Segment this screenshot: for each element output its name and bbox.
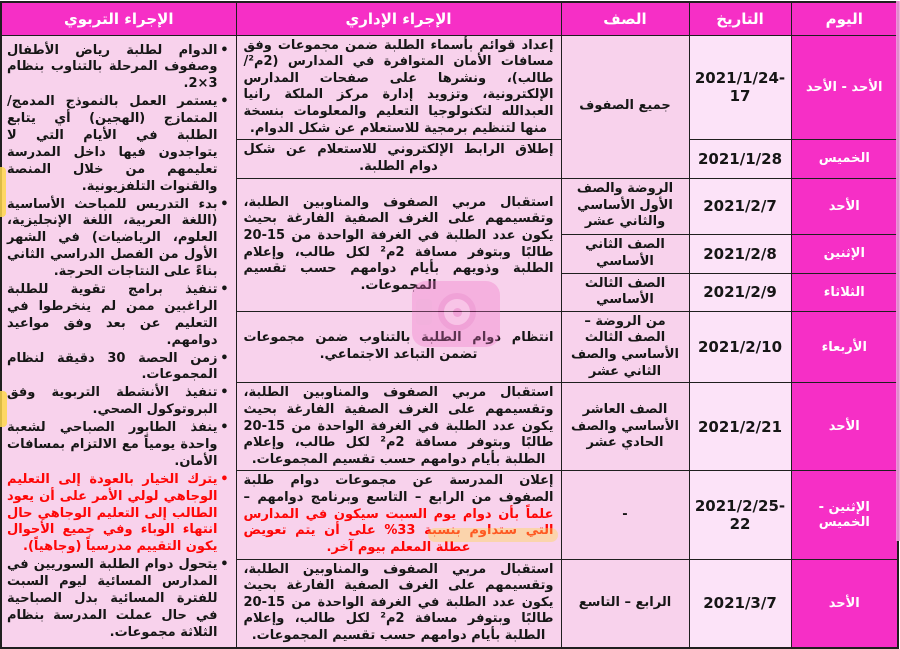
edu-bullet: • الدوام لطلبة رياض الأطفال وصفوف المرحلة بالتناوب بنظام 3×2. [7,43,218,94]
date-cell: 2021/3/7 [689,559,791,648]
admin-text-highlighted: علماً بأن دوام يوم السبت سيكون في المدارس التي ستداوم بنسبة 33% على أن يتم تعويض عطلة المعلم بيوم آخر. [243,506,554,555]
class-cell: الصف العاشر الأساسي والصف الحادي عشر [561,383,689,471]
edu-bullet-highlighted: • يترك الخيار بالعودة إلى التعليم الوجاهي لولي الأمر على أن يعود الطالب إلى التعليم الوجاهي حال انتهاء الوباء وفي جميع الأحوال يكون التقييم مدرسياً (وجاهياً). [7,472,218,556]
table-row [1,35,898,140]
admin-procedure-cell: استقبال مربي الصفوف والمناوبين الطلبة، وتقسيمهم على الغرف الصفية الفارغة بحيث يكون عدد الطلبة في الغرفة الواحدة من 15-20 طالبًا وبتوفر مسافة 2م² لكل طالب، وإعلام الطلبة بأيام دوامهم حسب تقسيم المجموعات. [236,383,561,471]
schedule-document [0,1,900,644]
admin-procedure-cell: انتظام دوام الطلبة بالتناوب ضمن مجموعات تضمن التباعد الاجتماعي. [236,311,561,383]
class-cell: الصف الثالث الأساسي [561,273,689,311]
header-edu-procedure: الإجراء التربوي [1,2,236,35]
header-date: التاريخ [689,2,791,35]
class-cell: جميع الصفوف [561,35,689,178]
header-row [1,2,898,35]
admin-procedure-cell: استقبال مربي الصفوف والمناوبين الطلبة، وتقسيمهم على الغرف الصفية الفارغة بحيث يكون عدد الطلبة في الغرفة الواحدة من 15-20 طالبًا وبتوفر مسافة 2م² لكل طالب، وإعلام الطلبة بأيام دوامهم حسب تقسيم المجموعات. [236,559,561,648]
bottom-watermark [428,528,558,542]
day-cell: الأربعاء [791,311,898,383]
admin-text: إعلان المدرسة عن مجموعات دوام طلبة الصفوف من الرابع – التاسع وبرنامج دوامهم – [243,473,554,506]
edu-bullet: • ينفذ الطابور الصباحي لشعبة واحدة يومياً مع الالتزام بمسافات الأمان. [7,420,218,471]
class-cell: الصف الثاني الأساسي [561,234,689,273]
edu-bullet-list [7,43,230,642]
header-class: الصف [561,2,689,35]
edu-bullet: • تنفيذ الأنشطة التربوية وفق البروتوكول الصحي. [7,385,218,419]
highlight-mark [0,391,7,427]
date-cell: 2021/1/24-17 [689,35,791,140]
edu-bullet: • بدء التدريس للمباحث الأساسية (اللغة العربية، اللغة الإنجليزية، العلوم، الرياضيات) في الشهر الأول من الفصل الدراسي الثاني بناءً على النتاجات الحرجة. [7,197,218,281]
day-cell: الخميس [791,140,898,178]
class-cell: - [561,471,689,559]
date-cell: 2021/1/28 [689,140,791,178]
edu-bullet: • يستمر العمل بالنموذج المدمج/ المتمازج (الهجين) أي يتابع الطلبة في الأيام التي لا يتواجدون فيها داخل المدرسة تعليمهم من خلال المنصة والقنوات التلفزيونية. [7,94,218,195]
highlight-mark [0,167,6,217]
date-cell: 2021/2/21 [689,383,791,471]
admin-procedure-cell: إعداد قوائم بأسماء الطلبة ضمن مجموعات وفق مسافات الأمان المتوافرة في المدارس (2م²/ طالب)، ونشرها على صفحات المدارس الإلكترونية، وتزويد إدارة مركز الملكة رانيا العبدالله لتكنولوجيا التعليم والمعلومات بنسخة منها لتنظيم برمجية للاستعلام عن شكل الدوام. [236,35,561,140]
date-cell: 2021/2/8 [689,234,791,273]
day-cell: الأحد [791,559,898,648]
day-cell: الثلاثاء [791,273,898,311]
class-cell: الرابع – التاسع [561,559,689,648]
day-cell: الأحد - الأحد [791,35,898,140]
edu-procedure-cell [1,35,236,648]
admin-procedure-cell: استقبال مربي الصفوف والمناوبين الطلبة، وتقسيمهم على الغرف الصفية الفارغة بحيث يكون عدد الطلبة في الغرفة الواحدة من 15-20 طالبًا وبتوفر مسافة 2م² لكل طالب، وإعلام الطلبة وذويهم بأيام دوامهم حسب تقسيم المجموعات. [236,178,561,311]
edu-bullet: • يتحول دوام الطلبة السوريين في المدارس المسائية ليوم السبت للفترة المسائية بدل الصباحية في حال عملت المدرسة بنظام الثلاثة مجموعات. [7,557,218,641]
page-edge-stripe [896,1,900,541]
class-cell: من الروضة – الصف الثالث الأساسي والصف الثاني عشر [561,311,689,383]
news-watermark-logo [412,281,500,347]
camera-lens-icon [438,293,476,331]
header-admin-procedure: الإجراء الإداري [236,2,561,35]
admin-procedure-cell [236,471,561,559]
watermark-tab [416,299,432,325]
day-cell: الأحد [791,383,898,471]
date-cell: 2021/2/10 [689,311,791,383]
edu-bullet: • تنفيذ برامج تقوية للطلبة الراغبين ممن لم ينخرطوا في التعليم عن بعد وفق مواعيد دوامهم. [7,282,218,350]
date-cell: 2021/2/25-22 [689,471,791,559]
date-cell: 2021/2/9 [689,273,791,311]
day-cell: الإثنين [791,234,898,273]
header-day: اليوم [791,2,898,35]
day-cell: الإثنين - الخميس [791,471,898,559]
class-cell: الروضة والصف الأول الأساسي والثاني عشر [561,178,689,234]
date-cell: 2021/2/7 [689,178,791,234]
admin-procedure-cell: إطلاق الرابط الإلكتروني للاستعلام عن شكل دوام الطلبة. [236,140,561,178]
edu-bullet: • زمن الحصة 30 دقيقة لنظام المجموعات. [7,351,218,385]
day-cell: الأحد [791,178,898,234]
